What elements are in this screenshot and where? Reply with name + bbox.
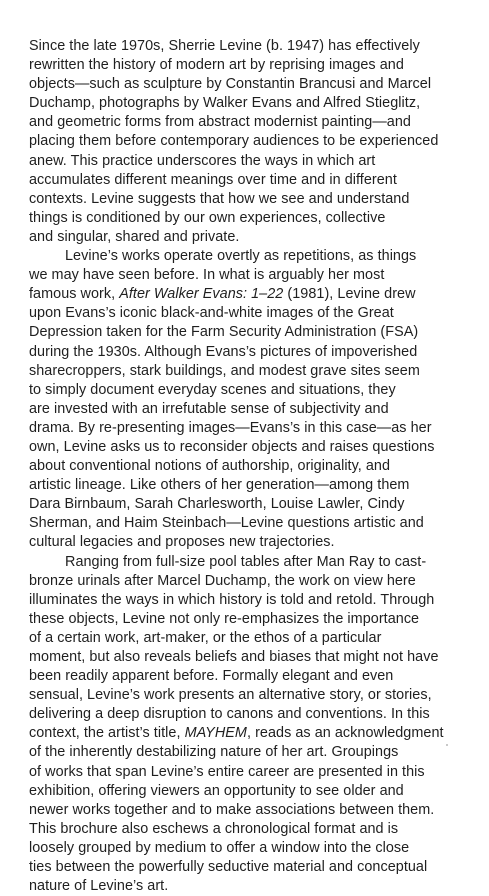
text-run: accumulates different meanings over time and in different (29, 171, 397, 188)
text-line (29, 152, 474, 171)
text-run: contexts. Levine suggests that how we see and understand (29, 190, 410, 207)
text-line (29, 763, 474, 782)
text-run: been readily apparent before. Formally elegant and even (29, 668, 394, 685)
text-line (29, 285, 474, 304)
italic-title-text: After Walker Evans: 1–22 (119, 286, 284, 303)
text-run: newer works together and to make associations between them. (29, 801, 435, 818)
text-run: artistic lineage. Like others of her generation—among them (29, 477, 410, 494)
text-line (29, 801, 474, 820)
paper-speck (446, 744, 448, 746)
text-run: sensual, Levine’s work presents an alternative story, or stories, (29, 687, 432, 704)
text-run: are invested with an irrefutable sense of subjectivity and (29, 400, 389, 417)
text-line (29, 782, 474, 801)
text-line (29, 514, 474, 533)
text-line (29, 743, 474, 762)
text-line (29, 113, 474, 132)
text-run: , reads as an acknowledgment (246, 725, 444, 742)
text-run: objects—such as sculpture by Constantin Brancusi and Marcel (29, 76, 432, 93)
text-line (29, 94, 474, 113)
text-run: to simply document everyday scenes and situations, they (29, 381, 396, 398)
text-run: of the inherently destabilizing nature of her art. Groupings (29, 744, 399, 761)
text-line (29, 323, 474, 342)
text-line (29, 648, 474, 667)
text-run: we may have seen before. In what is arguably her most (29, 267, 385, 284)
text-line (29, 667, 474, 686)
text-run: This brochure also eschews a chronological format and is (29, 820, 399, 837)
text-line (29, 381, 474, 400)
text-run: and geometric forms from abstract modernist painting—and (29, 114, 411, 131)
text-line (29, 37, 474, 56)
text-line (29, 343, 474, 362)
text-run: context, the artist’s title, (29, 725, 185, 742)
text-line (29, 572, 474, 591)
text-run: bronze urinals after Marcel Duchamp, the work on view here (29, 572, 416, 589)
text-run: Depression taken for the Farm Security Administration (FSA) (29, 324, 419, 341)
text-line (29, 438, 474, 457)
text-run: drama. By re-presenting images—Evans’s in this case—as her (29, 419, 432, 436)
text-line (29, 820, 474, 839)
text-line (29, 457, 474, 476)
text-line (29, 228, 474, 247)
text-line (29, 209, 474, 228)
text-run: about conventional notions of authorship, originality, and (29, 458, 391, 475)
paragraph-repetitions (29, 247, 474, 553)
text-line (29, 610, 474, 629)
text-run: anew. This practice underscores the ways in which art (29, 152, 376, 169)
text-run: of a certain work, art-maker, or the ethos of a particular (29, 629, 382, 646)
text-run: moment, but also reveals beliefs and biases that might not have (29, 649, 439, 665)
text-run: Ranging from full-size pool tables after Man Ray to cast- (65, 553, 427, 570)
text-run: famous work, (29, 286, 120, 303)
text-line (29, 247, 474, 266)
text-line (29, 533, 474, 552)
text-line (29, 686, 474, 705)
text-line (29, 304, 474, 323)
text-run: Since the late 1970s, Sherrie Levine (b. 1947) has effectively (29, 38, 420, 54)
text-run: ties between the powerfully seductive material and conceptual (29, 859, 428, 876)
paragraph-intro (29, 37, 474, 247)
text-run: sharecroppers, stark buildings, and modest grave sites seem (29, 362, 420, 379)
text-line (29, 591, 474, 610)
text-run: own, Levine asks us to reconsider objects and raises questions (29, 438, 435, 455)
text-run: illuminates the ways in which history is told and retold. Through (29, 591, 435, 608)
text-run: during the 1930s. Although Evans’s pictures of impoverished (29, 343, 418, 360)
text-line (29, 724, 474, 743)
text-line (29, 839, 474, 858)
text-run: upon Evans’s iconic black-and-white images of the Great (29, 305, 394, 322)
text-run: Dara Birnbaum, Sarah Charlesworth, Louise Lawler, Cindy (29, 496, 405, 513)
text-run: these objects, Levine not only re-emphasizes the importance (29, 610, 420, 627)
text-run: of works that span Levine’s entire career are presented in this (29, 763, 425, 780)
text-run: Sherman, and Haim Steinbach—Levine questions artistic and (29, 515, 424, 532)
text-line (29, 132, 474, 151)
text-line (29, 877, 474, 896)
paragraph-mayhem (29, 553, 474, 896)
text-line (29, 476, 474, 495)
text-run: Duchamp, photographs by Walker Evans and Alfred Stieglitz, (29, 95, 421, 112)
italic-title-text: MAYHEM (184, 725, 247, 742)
text-run: rewritten the history of modern art by reprising images and (29, 57, 404, 74)
text-run: Levine’s works operate overtly as repetitions, as things (65, 248, 417, 265)
text-run: delivering a deep disruption to canons and conventions. In this (29, 706, 430, 723)
text-run: nature of Levine’s art. (29, 878, 169, 895)
text-line (29, 705, 474, 724)
text-run: (1981), Levine drew (283, 286, 416, 303)
text-run: cultural legacies and proposes new trajectories. (29, 534, 335, 551)
text-line (29, 400, 474, 419)
text-line (29, 75, 474, 94)
text-line (29, 266, 474, 285)
text-line (29, 495, 474, 514)
text-line (29, 190, 474, 209)
text-run: exhibition, offering viewers an opportunity to see older and (29, 782, 404, 799)
text-line (29, 56, 474, 75)
text-run: placing them before contemporary audiences to be experienced (29, 133, 439, 150)
text-line (29, 171, 474, 190)
text-run: things is conditioned by our own experiences, collective (29, 209, 386, 226)
text-run: loosely grouped by medium to offer a window into the close (29, 839, 410, 856)
text-run: and singular, shared and private. (29, 228, 240, 245)
essay-body (29, 37, 474, 896)
text-line (29, 629, 474, 648)
text-line (29, 553, 474, 572)
text-line (29, 362, 474, 381)
text-line (29, 419, 474, 438)
text-line (29, 858, 474, 877)
